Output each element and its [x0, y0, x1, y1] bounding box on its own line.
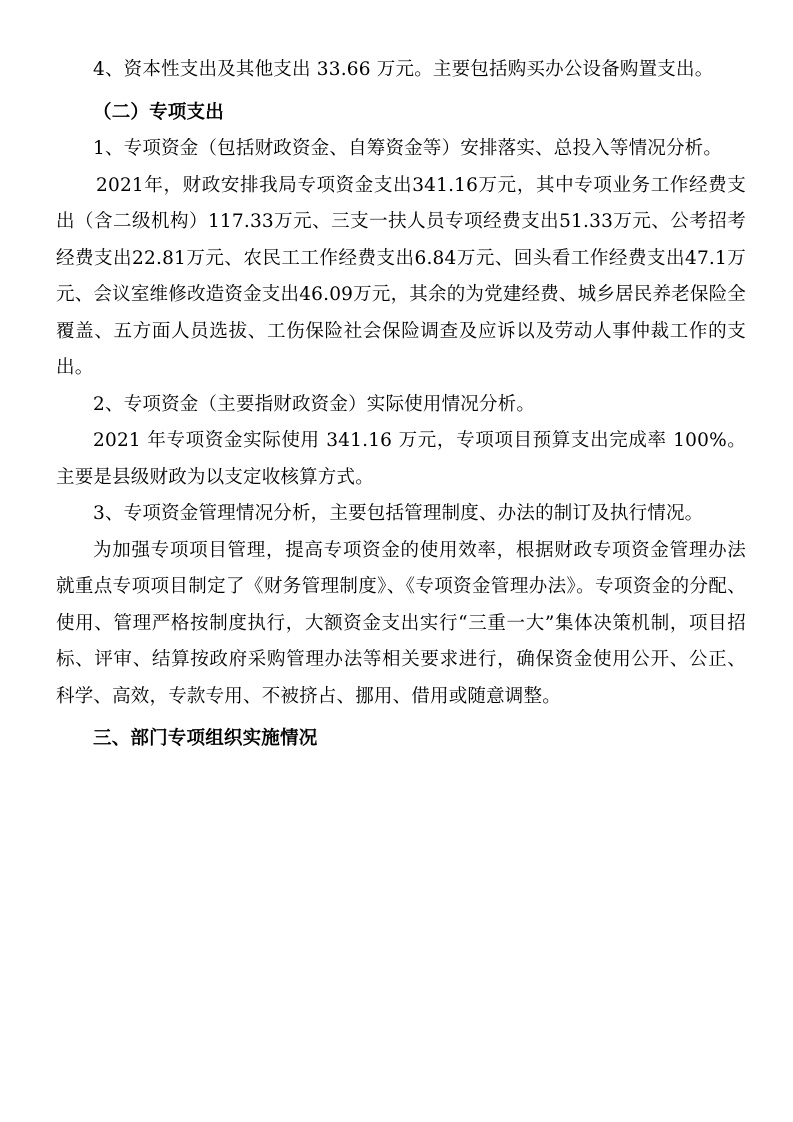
document-page [56, 52, 746, 758]
paragraph-item-1-body: 2021年，财政安排我局专项资金支出341.16万元，其中专项业务工作经费支出（含二级机构）117.33万元、三支一扶人员专项经费支出51.33万元、公考招考经费支出22.81万元、农民工工作经费支出6.84万元、回头看工作经费支出47.1万元、会议室维修改造资金支出46.09万元，其余的为党建经费、城乡居民养老保险全覆盖、五方面人员选拔、工伤保险社会保险调查及应诉以及劳动人事仲裁工作的支出。 [56, 174, 746, 378]
paragraph-item-1-title: 1、专项资金（包括财政资金、自筹资金等）安排落实、总投入等情况分析。 [93, 138, 723, 159]
paragraph-item-2-body: 2021 年专项资金实际使用 341.16 万元，专项项目预算支出完成率 100%。主要是县级财政为以支定收核算方式。 [56, 430, 746, 488]
section-heading-special-expenditure: （二）专项支出 [93, 101, 224, 123]
paragraph-item-3-body: 为加强专项项目管理，提高专项资金的使用效率，根据财政专项资金管理办法就重点专项项目制定了《财务管理制度》、《专项资金管理办法》。专项资金的分配、使用、管理严格按制度执行，大额资金支出实行“三重一大”集体决策机制，项目招标、评审、结算按政府采购管理办法等相关要求进行，确保资金使用公开、公正、科学、高效，专款专用、不被挤占、挪用、借用或随意调整。 [56, 539, 746, 707]
section-heading-three: 三、部门专项组织实施情况 [93, 728, 318, 749]
paragraph-item-2-title: 2、专项资金（主要指财政资金）实际使用情况分析。 [93, 393, 536, 415]
paragraph-item-4: 4、资本性支出及其他支出 33.66 万元。主要包括购买办公设备购置支出。 [93, 59, 714, 80]
paragraph-item-3-title: 3、专项资金管理情况分析，主要包括管理制度、办法的制订及执行情况。 [93, 503, 704, 524]
